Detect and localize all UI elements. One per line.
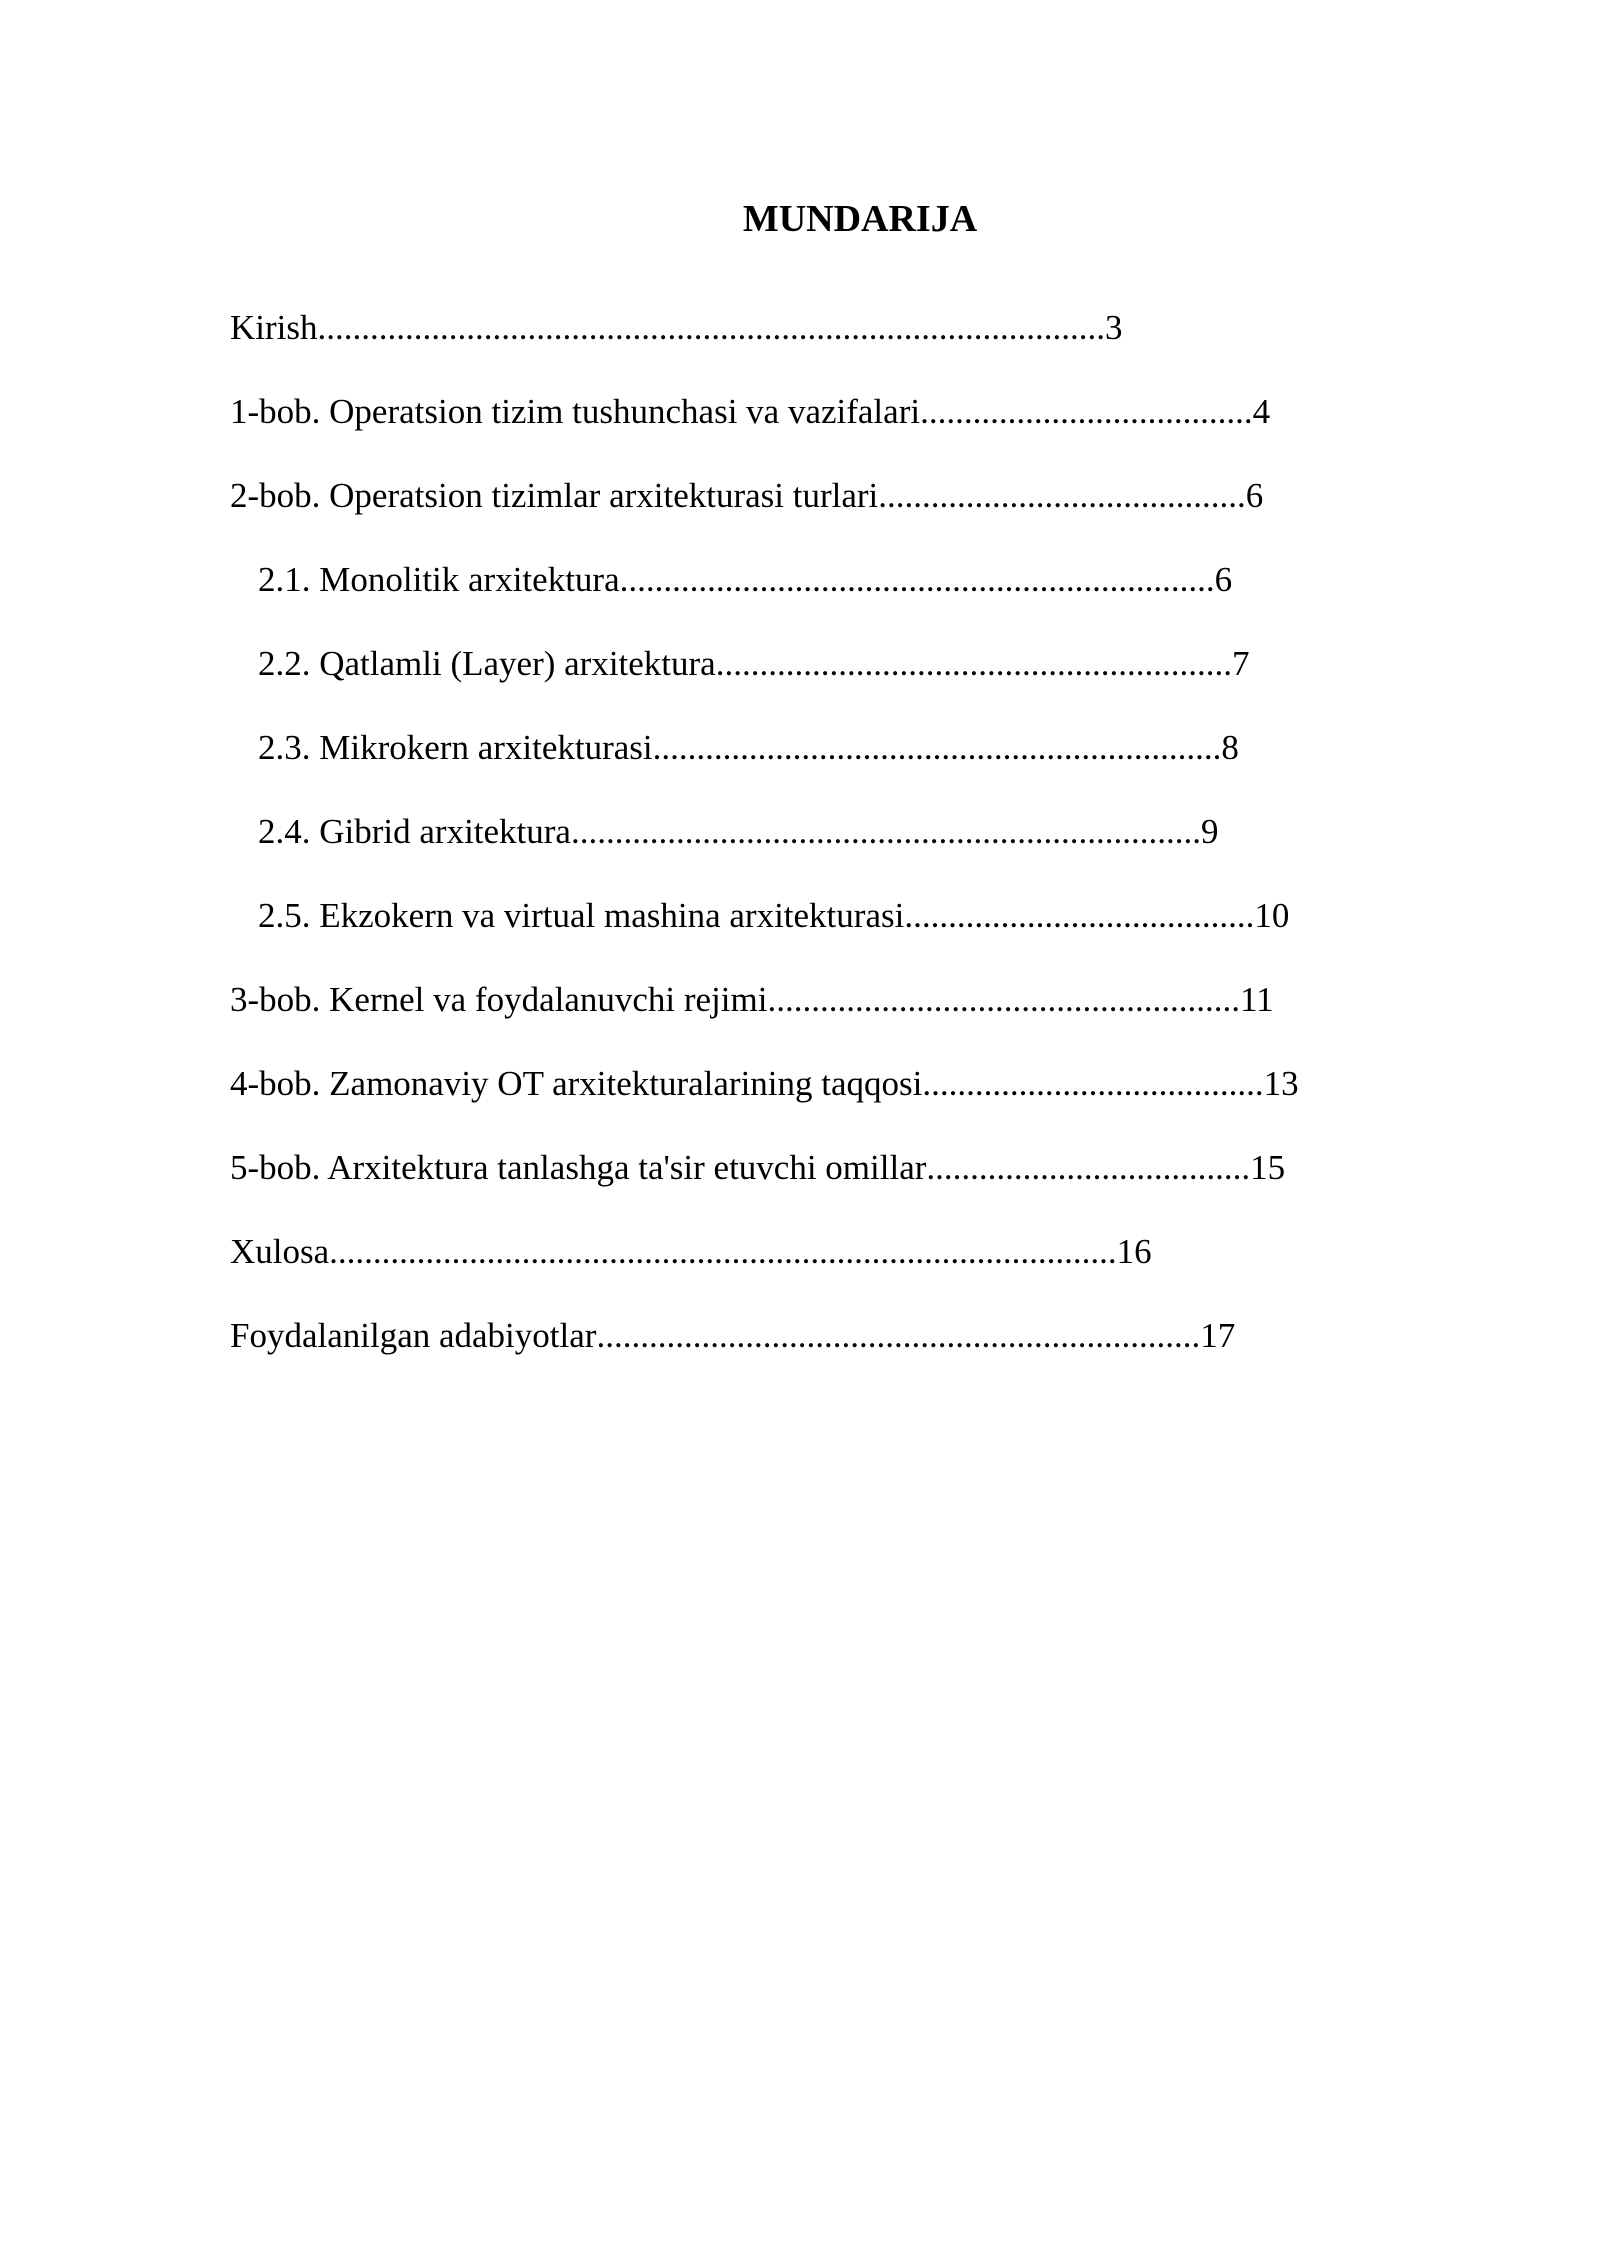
toc-entry-text: 3-bob. Kernel va foydalanuvchi rejimi bbox=[230, 980, 768, 1019]
toc-dot-leader: ................................................................. bbox=[652, 728, 1222, 767]
toc-dot-leader: .................................................................... bbox=[619, 560, 1215, 599]
toc-subentry bbox=[230, 888, 1299, 972]
toc-subentry bbox=[230, 552, 1299, 636]
toc-page-number: 7 bbox=[1231, 644, 1250, 683]
toc-entry bbox=[230, 1056, 1299, 1140]
toc-entry bbox=[230, 468, 1299, 552]
toc-page-number: 15 bbox=[1250, 1148, 1286, 1187]
toc-page-number: 4 bbox=[1252, 392, 1271, 431]
toc-page-number: 16 bbox=[1116, 1232, 1152, 1271]
toc-entry-text: 2.2. Qatlamli (Layer) arxitektura bbox=[258, 644, 716, 683]
toc-entry-text: 2-bob. Operatsion tizimlar arxitekturasi turlari bbox=[230, 476, 879, 515]
toc-page-number: 6 bbox=[1245, 476, 1264, 515]
toc-page-number: 11 bbox=[1239, 980, 1274, 1019]
toc-dot-leader: ....................................... bbox=[922, 1064, 1264, 1103]
toc-entry-text: Xulosa bbox=[230, 1232, 330, 1271]
table-of-contents bbox=[230, 300, 1299, 1392]
toc-dot-leader: ........................................................................ bbox=[570, 812, 1201, 851]
toc-entry-text: 4-bob. Zamonaviy OT arxitekturalarining taqqosi bbox=[230, 1064, 923, 1103]
toc-dot-leader: .......................................................................................... bbox=[329, 1232, 1117, 1271]
toc-dot-leader: ..................................... bbox=[926, 1148, 1251, 1187]
toc-entry-text: 2.5. Ekzokern va virtual mashina arxitekturasi bbox=[258, 896, 905, 935]
toc-entry-text: Foydalanilgan adabiyotlar bbox=[230, 1316, 597, 1355]
toc-entry bbox=[230, 300, 1299, 384]
toc-dot-leader: ...................................................... bbox=[767, 980, 1240, 1019]
toc-dot-leader: ...................................... bbox=[920, 392, 1253, 431]
toc-entry bbox=[230, 1140, 1299, 1224]
toc-dot-leader: .......................................................................................... bbox=[317, 308, 1105, 347]
toc-page-number: 10 bbox=[1254, 896, 1290, 935]
toc-page-number: 9 bbox=[1200, 812, 1219, 851]
toc-entry-text: 2.4. Gibrid arxitektura bbox=[258, 812, 571, 851]
toc-subentry bbox=[230, 636, 1299, 720]
page-title: MUNDARIJA bbox=[742, 198, 978, 240]
toc-page-number: 8 bbox=[1221, 728, 1239, 767]
toc-dot-leader: ........................................................... bbox=[715, 644, 1232, 683]
toc-page-number: 6 bbox=[1214, 560, 1233, 599]
toc-page-number: 17 bbox=[1200, 1316, 1236, 1355]
toc-dot-leader: .......................................... bbox=[878, 476, 1246, 515]
toc-entry bbox=[230, 972, 1299, 1056]
toc-page-number: 3 bbox=[1105, 308, 1123, 347]
toc-entry-text: 5-bob. Arxitektura tanlashga ta'sir etuvchi omillar bbox=[230, 1148, 927, 1187]
toc-dot-leader: ........................................ bbox=[904, 896, 1255, 935]
toc-entry-text: 2.1. Monolitik arxitektura bbox=[258, 560, 620, 599]
toc-subentry bbox=[230, 804, 1299, 888]
toc-page-number: 13 bbox=[1263, 1064, 1299, 1103]
toc-dot-leader: ..................................................................... bbox=[596, 1316, 1201, 1355]
toc-entry bbox=[230, 384, 1299, 468]
toc-entry-text: Kirish bbox=[230, 308, 318, 347]
toc-entry bbox=[230, 1224, 1299, 1308]
toc-entry-text: 1-bob. Operatsion tizim tushunchasi va vazifalari bbox=[230, 392, 921, 431]
toc-entry bbox=[230, 1308, 1299, 1392]
toc-subentry bbox=[230, 720, 1299, 804]
toc-entry-text: 2.3. Mikrokern arxitekturasi bbox=[258, 728, 653, 767]
